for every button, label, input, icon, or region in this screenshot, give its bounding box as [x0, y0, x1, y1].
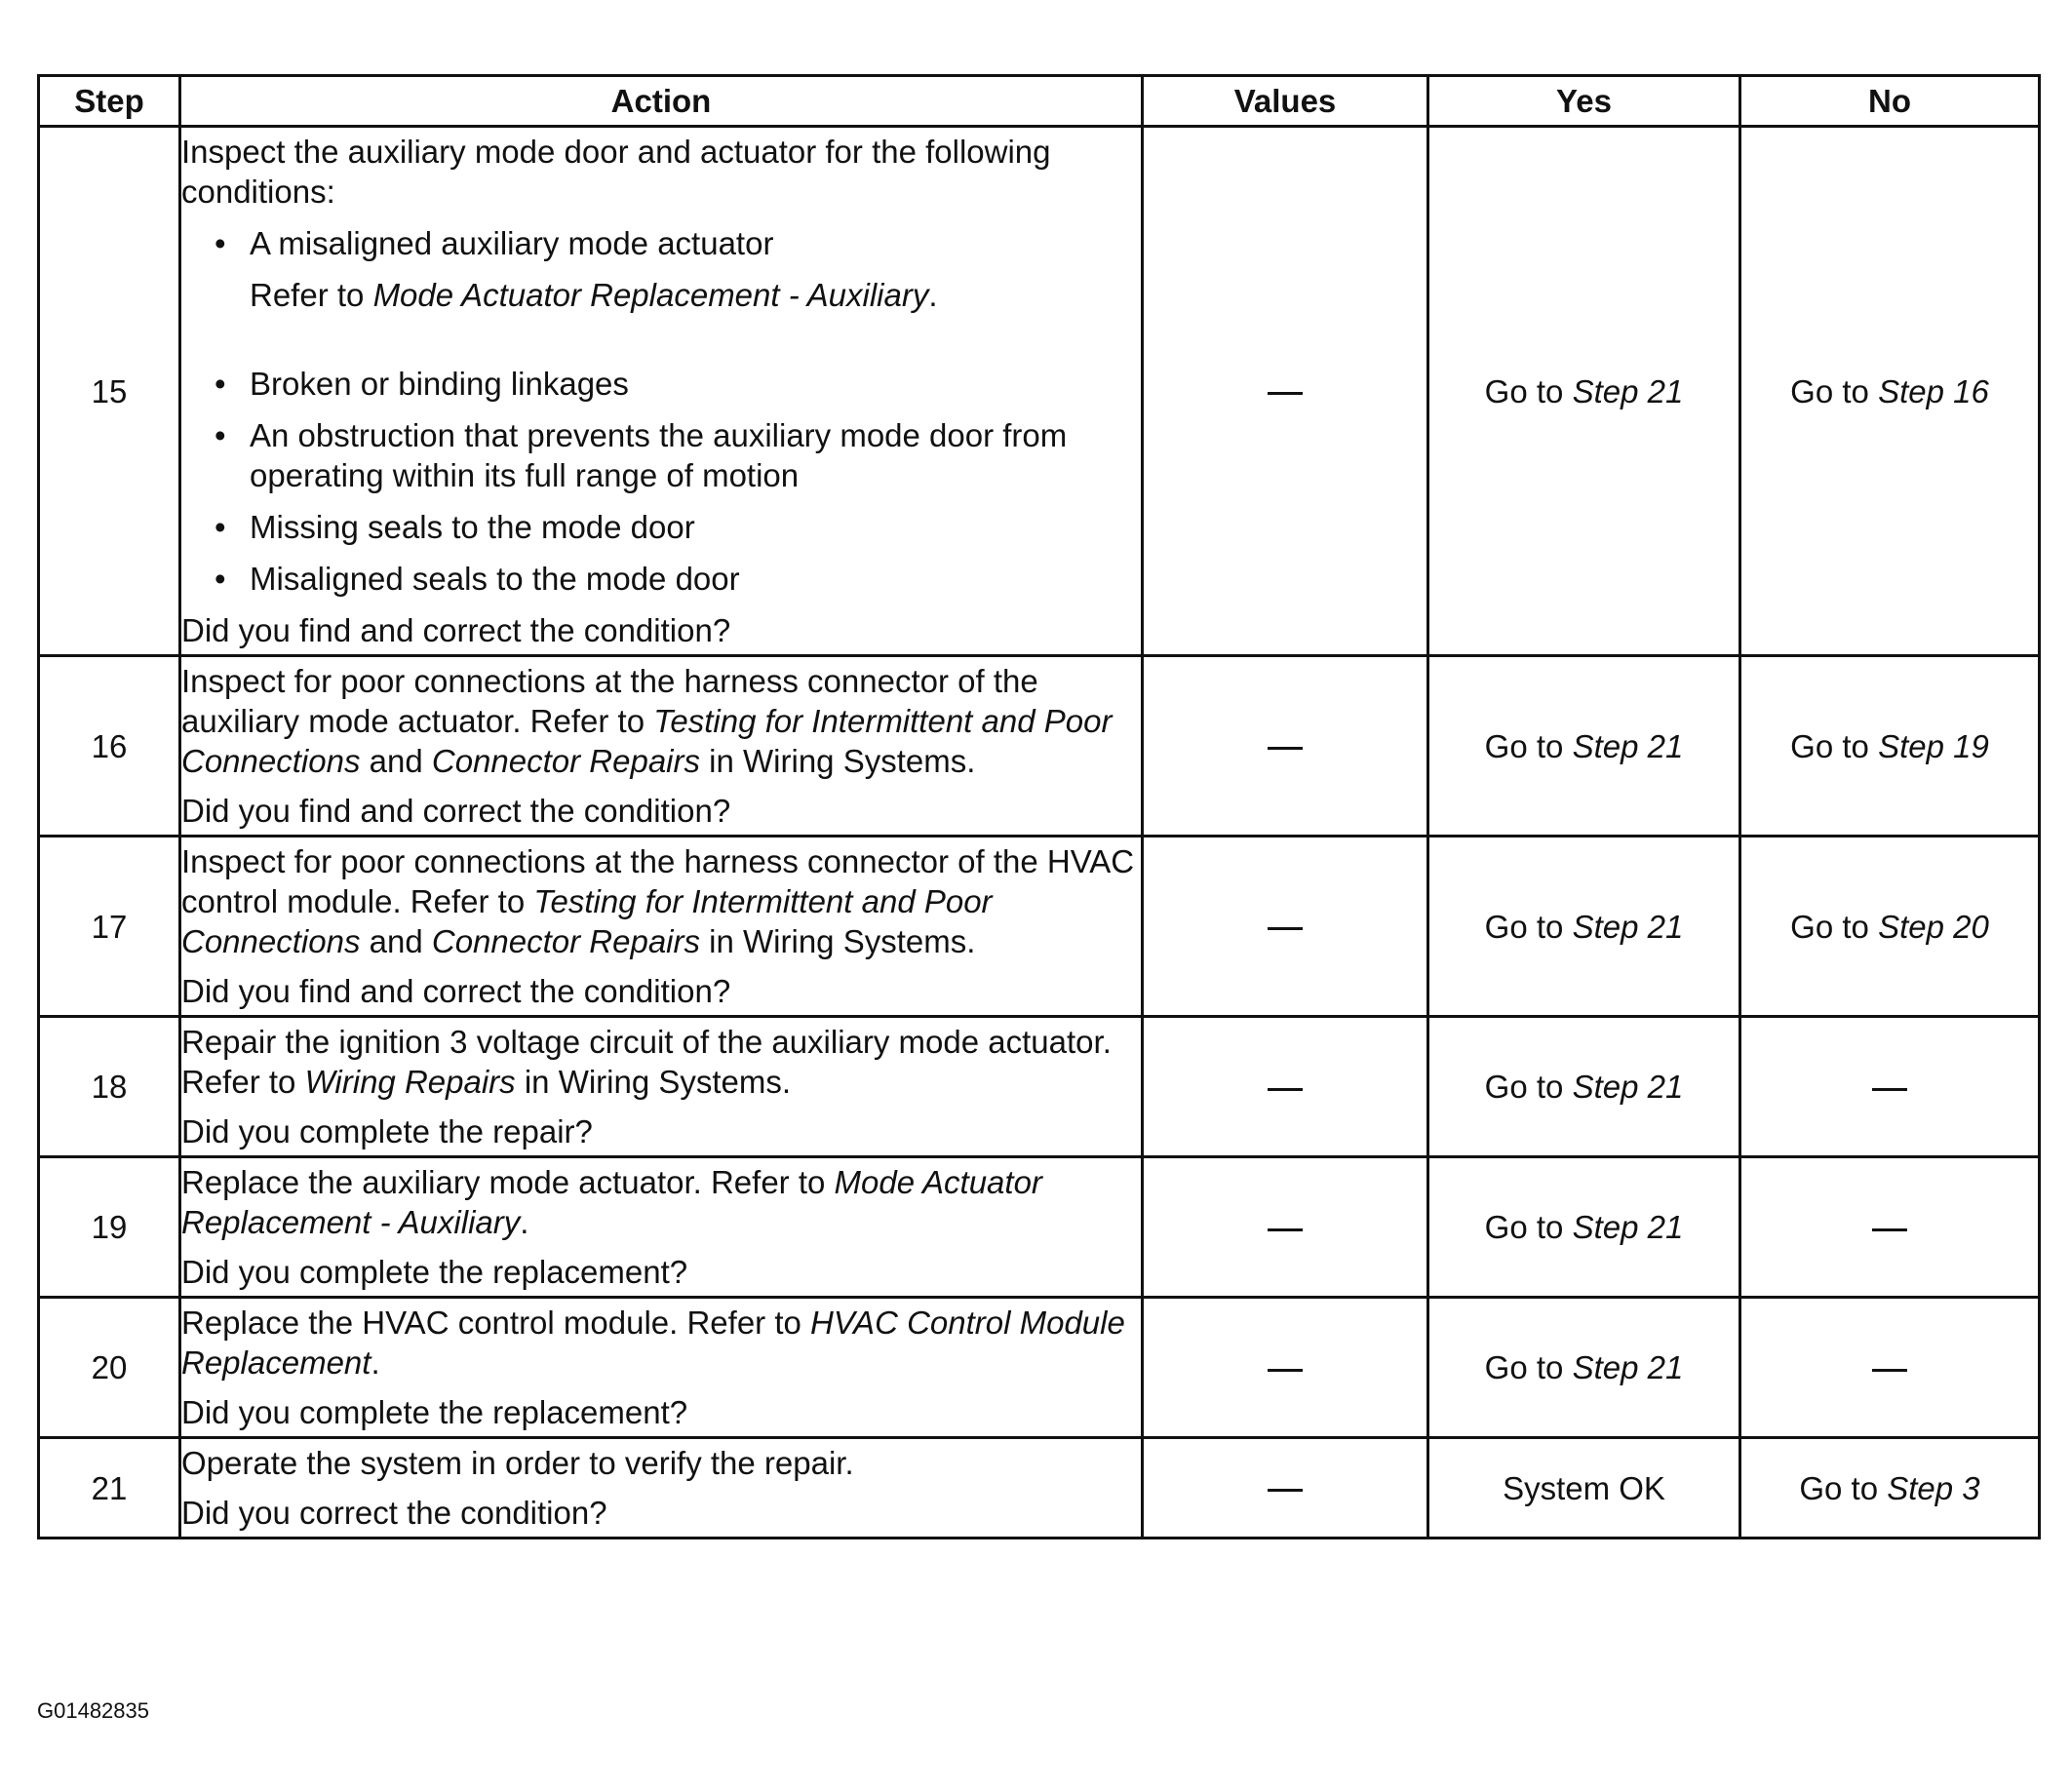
column-header-no: No [1740, 76, 2040, 127]
procedure-reference-link[interactable]: Testing for Intermittent and Poor Connections [181, 703, 1113, 779]
procedure-reference-link[interactable]: Mode Actuator Replacement - Auxiliary [181, 1164, 1042, 1240]
condition-text: A misaligned auxiliary mode actuator [250, 225, 774, 261]
question-text: Did you find and correct the condition? [181, 793, 731, 829]
em-dash-icon [1268, 1228, 1303, 1231]
values-cell [1143, 656, 1428, 837]
values-cell [1143, 1438, 1428, 1539]
procedure-reference-link[interactable]: Mode Actuator Replacement - Auxiliary [372, 277, 929, 313]
goto-step-link[interactable]: Step 3 [1887, 1469, 1980, 1506]
question-text: Did you complete the replacement? [181, 1394, 688, 1430]
table-row-step-19 [39, 1157, 2040, 1298]
procedure-reference-link[interactable]: Wiring Repairs [304, 1064, 516, 1100]
condition-note [250, 275, 1141, 315]
yes-cell [1428, 1298, 1740, 1438]
step-number: 17 [39, 837, 180, 1017]
goto-step-link[interactable]: Step 16 [1878, 372, 1989, 409]
question-text: Did you find and correct the condition? [181, 973, 731, 1009]
action-text [181, 661, 1141, 781]
yes-cell [1428, 656, 1740, 837]
list-item [181, 507, 1141, 547]
action-text-part: Repair the ignition 3 voltage circuit of the auxiliary mode actuator. Refer to [181, 1024, 1112, 1100]
action-cell [180, 837, 1143, 1017]
table-row-step-17 [39, 837, 2040, 1017]
question-text: Did you correct the condition? [181, 1495, 607, 1531]
goto-label: Go to [1484, 1069, 1573, 1105]
action-text-part: in Wiring Systems. [700, 743, 976, 779]
goto-step-link[interactable]: Step 21 [1572, 1349, 1684, 1385]
action-text-part: . [371, 1344, 380, 1381]
action-cell [180, 656, 1143, 837]
action-text [181, 1162, 1141, 1242]
goto-label: Go to [1484, 1349, 1573, 1385]
em-dash-icon [1872, 1228, 1907, 1231]
goto-label: Go to [1790, 727, 1879, 764]
condition-text: An obstruction that prevents the auxiliary mode door from operating within its full range of motion [250, 417, 1068, 493]
note-suffix: . [928, 277, 938, 313]
action-cell [180, 1017, 1143, 1157]
em-dash-icon [1268, 392, 1303, 395]
step-number: 15 [39, 127, 180, 656]
action-text-part: in Wiring Systems. [515, 1064, 792, 1100]
em-dash-icon [1268, 747, 1303, 750]
condition-text: Missing seals to the mode door [250, 509, 695, 545]
system-ok-text: System OK [1503, 1469, 1665, 1506]
question-text: Did you complete the repair? [181, 1113, 593, 1149]
question-text: Did you complete the replacement? [181, 1254, 688, 1290]
procedure-reference-link[interactable]: Connector Repairs [431, 923, 700, 959]
action-cell [180, 1438, 1143, 1539]
procedure-reference-link[interactable]: Testing for Intermittent and Poor Connections [181, 883, 993, 959]
question-text: Did you find and correct the condition? [181, 612, 731, 648]
column-header-action: Action [180, 76, 1143, 127]
condition-list [181, 223, 1141, 599]
yes-cell [1428, 127, 1740, 656]
goto-step-link[interactable]: Step 21 [1572, 372, 1684, 409]
action-text-part: Replace the HVAC control module. Refer to [181, 1305, 811, 1341]
goto-label: Go to [1484, 1209, 1573, 1245]
goto-step-link[interactable]: Step 21 [1572, 727, 1684, 764]
goto-label: Go to [1484, 727, 1573, 764]
goto-label: Go to [1799, 1469, 1888, 1506]
action-text-part: in Wiring Systems. [700, 923, 976, 959]
column-header-yes: Yes [1428, 76, 1740, 127]
em-dash-icon [1268, 1489, 1303, 1492]
step-number: 21 [39, 1438, 180, 1539]
column-header-values: Values [1143, 76, 1428, 127]
goto-step-link[interactable]: Step 21 [1572, 1209, 1684, 1245]
action-cell [180, 1298, 1143, 1438]
goto-label: Go to [1484, 908, 1573, 945]
table-row-step-18 [39, 1017, 2040, 1157]
list-item [181, 559, 1141, 599]
action-text-part: Inspect for poor connections at the harness connector of the auxiliary mode actuator. Refer to [181, 663, 1038, 739]
action-text [181, 841, 1141, 961]
values-cell [1143, 1017, 1428, 1157]
step-number: 20 [39, 1298, 180, 1438]
action-cell [180, 1157, 1143, 1298]
procedure-reference-link[interactable]: HVAC Control Module Replacement [181, 1305, 1125, 1381]
action-intro: Inspect the auxiliary mode door and actuator for the following conditions: [181, 134, 1051, 210]
goto-step-link[interactable]: Step 20 [1878, 908, 1989, 945]
column-header-step: Step [39, 76, 180, 127]
goto-label: Go to [1790, 908, 1879, 945]
action-text-part: and [360, 923, 432, 959]
figure-id: G01482835 [37, 1698, 149, 1723]
list-item [181, 223, 1141, 315]
action-text [181, 1303, 1141, 1383]
goto-step-link[interactable]: Step 21 [1572, 908, 1684, 945]
no-cell [1740, 1157, 2040, 1298]
yes-cell [1428, 837, 1740, 1017]
no-cell [1740, 1438, 2040, 1539]
em-dash-icon [1872, 1088, 1907, 1091]
goto-label: Go to [1484, 372, 1573, 409]
no-cell [1740, 837, 2040, 1017]
note-prefix: Refer to [250, 277, 373, 313]
table-header-row [39, 76, 2040, 127]
no-cell [1740, 1017, 2040, 1157]
em-dash-icon [1268, 1088, 1303, 1091]
goto-step-link[interactable]: Step 21 [1572, 1069, 1684, 1105]
no-cell [1740, 656, 2040, 837]
list-item [181, 415, 1141, 495]
no-cell [1740, 1298, 2040, 1438]
table-row-step-21 [39, 1438, 2040, 1539]
em-dash-icon [1268, 1369, 1303, 1372]
condition-text: Broken or binding linkages [250, 366, 629, 402]
table-row-step-16 [39, 656, 2040, 837]
step-number: 18 [39, 1017, 180, 1157]
em-dash-icon [1268, 927, 1303, 930]
values-cell [1143, 1157, 1428, 1298]
step-number: 19 [39, 1157, 180, 1298]
em-dash-icon [1872, 1369, 1907, 1372]
diagnostic-table-container [37, 74, 2038, 1539]
yes-cell [1428, 1157, 1740, 1298]
goto-label: Go to [1790, 372, 1879, 409]
action-cell [180, 127, 1143, 656]
values-cell [1143, 1298, 1428, 1438]
table-row-step-20 [39, 1298, 2040, 1438]
table-row-step-15 [39, 127, 2040, 656]
action-text-part: . [520, 1204, 529, 1240]
values-cell [1143, 837, 1428, 1017]
yes-cell [1428, 1438, 1740, 1539]
action-text-part: Replace the auxiliary mode actuator. Refer to [181, 1164, 835, 1200]
goto-step-link[interactable]: Step 19 [1878, 727, 1989, 764]
action-text [181, 1022, 1141, 1102]
list-item [181, 364, 1141, 404]
values-cell [1143, 127, 1428, 656]
condition-text: Misaligned seals to the mode door [250, 561, 740, 597]
step-number: 16 [39, 656, 180, 837]
action-text: Operate the system in order to verify the repair. [181, 1445, 854, 1481]
procedure-reference-link[interactable]: Connector Repairs [431, 743, 700, 779]
yes-cell [1428, 1017, 1740, 1157]
action-text-part: and [360, 743, 432, 779]
action-text-part: Inspect for poor connections at the harness connector of the HVAC control module. Refer to [181, 843, 1135, 919]
no-cell [1740, 127, 2040, 656]
diagnostic-table [37, 74, 2041, 1539]
